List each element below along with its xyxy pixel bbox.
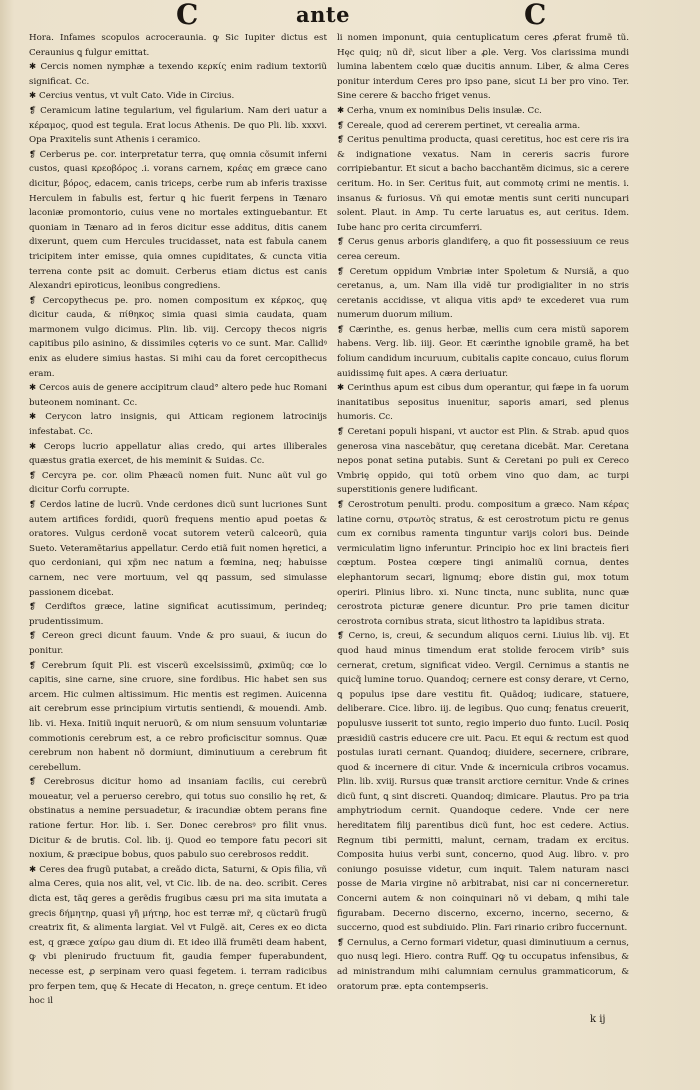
dictionary-entry: li nomen imponunt, quia centuplicatum ceres ꝓferat frumẽ tũ. Hęc quiq; nũ dr̃, sicut liber a ꝓle. Verg. Vos clarissima mundi lumina labentem cœlo quæ ducitis annum. Liber, & alma Ceres ponitur interdum Ceres pro ipso pane, sicut Li ber pro vino. Ter. Sine cerere & baccho friget venus. <box>337 33 629 102</box>
dictionary-entry: Hora. Infames scopulos acroceraunia. ꝙ Sic Iupiter dictus est Ceraunius ꝗ fulgur emittat. <box>29 33 327 58</box>
dictionary-entry: ✱ Cerha, vnum ex nominibus Delis insulæ. Cc. <box>337 105 542 116</box>
dictionary-entry: ❡ Cereon greci dicunt fauum. Vnde & pro suaui, & iucun do ponitur. <box>29 631 327 656</box>
running-header <box>0 0 700 30</box>
dictionary-entry: ✱ Cerinthus apum est cibus dum operantur, qui fæpe in fa uorum inanitatibus sepositus inuenitur, saporis amari, sed plenus humoris. Cc. <box>337 383 629 423</box>
dictionary-entry: ✱ Cercis nomen nymphæ a texendo κερκίς enim radium textoriũ significat. Cc. <box>29 62 327 87</box>
dictionary-entry: ❡ Cerebrosus dicitur homo ad insaniam facilis, cui cerebrũ moueatur, vel a peruerso cerebro, qui totus suo consilio hę ret, & obstinatus a nemine persuadetur, & iracundiæ obtem perans fine ratione fertur. Hor. lib. i. Ser. Donec cerebrosꝰ pro filit vnus. Dicitur & de brutis. Col. lib. ij. Quod eo tempore fatu pecori sit noxium, & præcipue bobus, quos pabulo suo cerebrosos reddit. <box>29 777 327 861</box>
dictionary-entry: ❡ Cernulus, a Cerno formari videtur, quasi diminutiuum a cernus, quo nusq legi. Hiero. contra Ruff. Qꝙ tu occupatus infensibus, & ad ministrandum mihi calumniam cernulus grammaticorum, & oratorum præ. epta contempseris. <box>337 937 629 992</box>
dictionary-entry: ✱ Cercius ventus, vt vult Cato. Vide in Circius. <box>29 91 235 102</box>
left-column <box>29 31 327 1009</box>
dictionary-entry: ❡ Cercopythecus pe. pro. nomen compositum ex κέρκος, quę dicitur cauda, & πίθηκος simia quasi simia caudata, quam marmonem vulgo dicimus. Plin. lib. viij. Cercopy thecos nigris capitibus pilo asinino, & dissimiles cęteris vo ce sunt. Mar. Callidꝰ enix as eludere simius hastas. Si mihi cau da foret cercopithecus eram. <box>29 295 327 379</box>
dictionary-entry: ❡ Cerberus pe. cor. interpretatur terra, quę omnia cõsumit inferni custos, quasi κρεοβόρος .i. vorans carnem, κρέας em græce cano dicitur, βόρος, edacem, canis triceps, cerbe rum ab inferis traxisse Herculem in fabulis est, fertur ꝗ hic fuerit ferpens in Tænaro laconiæ promontorio, cuius vene no mortales extinguebantur. Et quoniam in Tænaro ad in feros dicitur esse additus, ditis canem dixerunt, quem cum Hercules trucidasset, nata est fabula canem tricipitem inter emisse, quia omnes cupiditates, & cuncta vitia terrena conte psit ac domuit. Cerberus etiam dictus est canis Alexandri epiroticus, leonibus congrediens. <box>29 149 327 292</box>
header-initial-left: C <box>176 0 199 31</box>
signature-mark: k ij <box>590 1014 606 1025</box>
dictionary-entry: ❡ Cerdiftos græce, latine significat acutissimum, perindeq; prudentissimum. <box>29 602 327 627</box>
dictionary-entry: ❡ Cercyra pe. cor. olim Phæacũ nomen fuit. Nunc aũt vul go dicitur Corfu corrupte. <box>29 470 327 496</box>
dictionary-entry: ❡ Ceramicum latine tegularium, vel figularium. Nam deri uatur a κέραμος, quod est tegula. Erat locus Athenis. De quo Pli. lib. xxxvi. Opa Praxitelis sunt Athenis i ceramico. <box>29 105 327 146</box>
right-column <box>337 31 629 994</box>
dictionary-entry: ❡ Cereale, quod ad cererem pertinet, vt cerealia arma. <box>337 120 581 131</box>
dictionary-entry: ❡ Cerno, is, creui, & secundum aliquos cerni. Liuius lib. vij. Et quod haud minus timendum erat stolide ferocem virib° suis cernerat, cretum, significat video. Vergil. Cernimus a stantis ne quicq̃ lumine toruo. Quandoq; cernere est consy derare, vt Cerno, ꝗ populus ipse dare vestitu fit. Quãdoq; iudicare, statuere, deliberare. Cice. libro. iij. de legibus. Quo cunq; fenatus creuerit, populusve iusserit tot sunto, regio imperio duo funto. Lucil. Posiq præsidiũ castris educere cre uit. Pacu. Et equi & rectum est quod postulas iurati cernant. Quandoq; diuidere, secernere, cribrare, quod & incernere di citur. Vnde & incernicula cribros vocamus. Plin. lib. xviij. Rursus quæ transit arctiore cernitur. Vnde & crines dicũ funt, ꝗ sint discreti. Quandoq; dimicare. Plautus. Pro pa tria amphytriodum cernit. Quandoque cedere. Vnde cer nere hereditatem filij parentibus dicũ funt, hoc est cedere. Actius. Regnum tibi permitti, malunt, cernam, tradam ex ercitus. Composita huius verbi sunt, concerno, quod Aug. libro. v. pro coniungo posuisse videtur, cum inquit. Talem naturam nasci posse de Maria virgine nõ arbitrabat, nisi car ni concerneretur. Concerni autem & non coinquinari nõ vi debam, ꝗ mihi tale figurabam. Decerno discerno, excerno, incerno, secerno, & succerno, quod est subdiuido. Plin. Fari rinario cribro fuccernunt. <box>337 631 629 934</box>
header-word: ante <box>296 2 350 27</box>
dictionary-entry: ❡ Ceretani populi hispani, vt auctor est Plin. & Strab. apud quos generosa vina nascebãtur, quę ceretana dicebãt. Mar. Ceretana nepos ponat setina putabis. Sunt & Ceretani po puli ex Cereco Vmbrię oppido, qui totũ orbem vino quo dam, ac turpi superstitionis genere ludificant. <box>337 427 629 496</box>
dictionary-entry: ❡ Cerebrum ſquit Pli. est viscerũ excelsissimũ, ꝓximũq; cœ lo capitis, sine carne, sine cruore, sine fordibus. Hic habet sen sus arcem. Hic culmen altissimum. Hic mentis est regimen. Auicenna ait cerebrum esse principium virtutis sentiendi, & mouendi. Amb. lib. vi. Hexa. Initiũ inquit neruorũ, & om nium sensuum voluntariæ commotionis cerebrum est, a ce rebro proficiscitur somnus. Quæ cerebrum non habent nõ dormiunt, diminutiuum a cerebrum fit cerebellum. <box>29 660 327 773</box>
dictionary-entry: ✱ Cerops lucrio appellatur alias credo, qui artes illiberales quæstus gratia exercet, de his meminit & Suidas. Cc. <box>29 441 327 467</box>
header-initial-right: C <box>524 0 547 31</box>
dictionary-entry: ❡ Ceritus penultima producta, quasi ceretitus, hoc est cere ris ira & indignatione vexatus. Nam in cereris sacris furore corripiebantur. Et sicut a bacho bacchantẽm dicimus, sic a cerere ceritum. Ho. in Ser. Ceritus fuit, aut commotę crimi ne mentis. i. insanus & furiosus. Vñ qui emotæ mentis sunt ceriti nuncupari solent. Plaut. in Amp. Tu certe laruatus es, aut ceritus. Idem. Iube hanc pro cerita circumferri. <box>337 135 629 233</box>
dictionary-entry: ✱ Cerycon latro insignis, qui Atticam regionem latrocinijs infestabat. Cc. <box>29 412 327 438</box>
dictionary-entry: ❡ Cærinthe, es. genus herbæ, mellis cum cera mistũ saporem habens. Verg. lib. iiij. Geor. Et cærinthe ignobile gramẽ, ha bet folium candidum incuruum, cubitalis capite concauo, cuius florum auidissimę fuit apes. A cæra deriuatur. <box>337 324 629 379</box>
dictionary-entry: ❡ Ceretum oppidum Vmbriæ inter Spoletum & Nursiã, a quo ceretanus, a, um. Nam illa vidẽ tur prodigialiter in no stris ceretanis accidisse, vt aliqua vitis apdꝰ te excederet vua rum numerum duorum milium. <box>337 266 629 321</box>
dictionary-entry: ❡ Cerostrotum penulti. produ. compositum a græco. Nam κέρας latine cornu, στρωτὸς stratus, & est cerostrotum pictu re genus cum ex cornibus ramenta tinguntur varijs colori bus. Deinde vermiculatim ligno inferuntur. Principio hoc ex lini bracteis fieri cœptum. Postea cœpere tingi animaliũ cornua, dentes elephantorum secari, lignumq; ebore distin gui, mox totum operiri. Plinius libro. xi. Nunc tincta, nunc sublita, nunc quæ cerostrota picturæ genere dicuntur. Pro prie tamen dicitur cerostrota cornibus strata, sicut lithostro ta lapidibus strata. <box>337 500 629 627</box>
dictionary-entry: ✱ Ceres dea frugũ putabat, a creãdo dicta, Saturni, & Opis filia, vñ alma Ceres, quia nos alit, vel, vt Cic. lib. de na. deo. scribit. Ceres dicta est, tãq geres a gerẽdis frugibus cæsu pri ma sita imutata a grecis δήμητηρ, quasi γῆ μήτηρ, hoc est terræ mr̃, q cũctarũ frugũ creatrix fit, & alimenta largiat. Vel vt Fulgẽ. ait, Ceres ex eo dicta est, q græce χαίρω gau dium di. Et ideo illã frumẽti deam habent, ꝙ vbi plenirudo fructuum fit, gaudia femper fuperabundent, necesse est, ꝓ serpinam vero quasi fegetem. i. terram radicibus pro ferpen tem, quę & Hecate di Hecaton, n. greçe centum. Et ideo hoc il <box>29 864 327 1007</box>
dictionary-entry: ❡ Cerus genus arboris glandiferę, a quo fit possessiuum ce reus cerea cereum. <box>337 237 629 262</box>
dictionary-entry: ✱ Cercos auis de genere accipitrum claud° altero pede huc Romani buteonem nominant. Cc. <box>29 383 327 408</box>
dictionary-entry: ❡ Cerdos latine de lucrũ. Vnde cerdones dicũ sunt lucriones Sunt autem artifices fordidi, quorũ frequens mentio apud poetas & oratores. Vulgus cerdonẽ vocat sutorem veterũ calceorũ, quia Sueto. Veteramẽtarius appellatur. Cerdo etiã fuit nomen hęretici, a quo cerdoniani, qui xp̃m nec natum a fœmina, neq; habuisse carnem, nec vere mortuum, vel ꝗq passum, sed simulasse passionem dicebat. <box>29 500 327 598</box>
